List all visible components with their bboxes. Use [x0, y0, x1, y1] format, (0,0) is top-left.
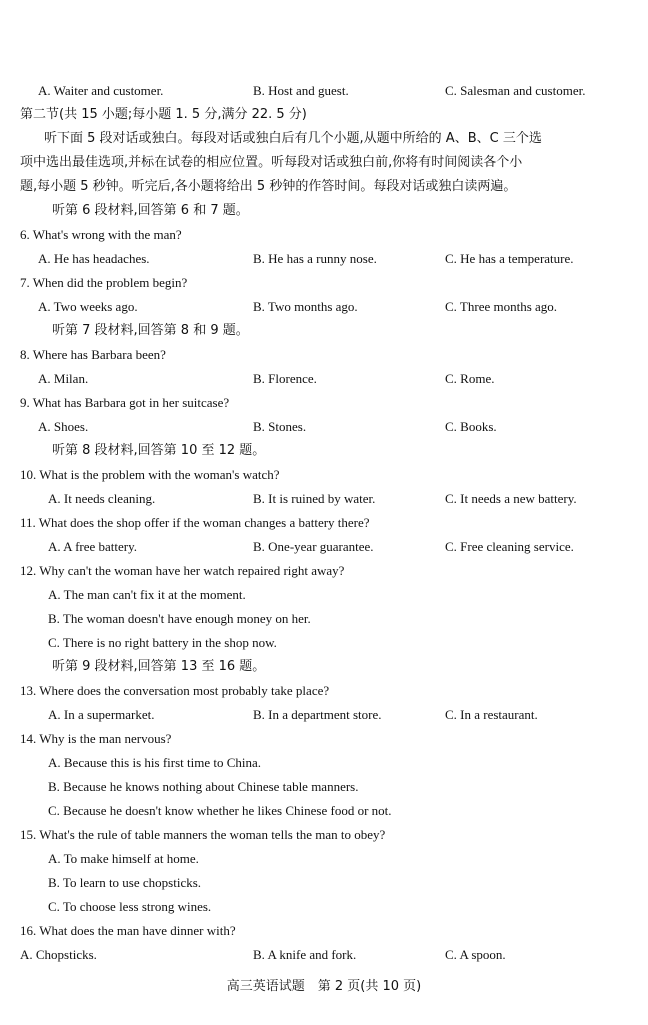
page-footer: [0, 976, 648, 998]
option-c: C. It needs a new battery.: [445, 491, 577, 506]
option-b: B. A knife and fork.: [253, 947, 357, 962]
question-stem: 14. Why is the man nervous?: [20, 731, 172, 746]
option-b: B. In a department store.: [253, 707, 382, 722]
question-10-options: [0, 488, 648, 510]
question-13: [0, 680, 648, 702]
material-7-note: 听第 7 段材料,回答第 8 和 9 题。: [52, 323, 249, 338]
material-9-note: 听第 9 段材料,回答第 13 至 16 题。: [52, 659, 266, 674]
option-b: B. Two months ago.: [253, 299, 358, 314]
question-15-option-b-row: [0, 872, 648, 894]
option-c: C. To choose less strong wines.: [48, 899, 212, 914]
question-8-options: [0, 368, 648, 390]
option-b: B. He has a runny nose.: [253, 251, 377, 266]
question-15-option-a-row: [0, 848, 648, 870]
q5-option-a: A. Waiter and customer.: [38, 83, 164, 98]
question-stem: 16. What does the man have dinner with?: [20, 923, 236, 938]
question-14-option-c-row: [0, 800, 648, 822]
option-c: C. Books.: [445, 419, 497, 434]
question-11-options: [0, 536, 648, 558]
instructions-line-3: 题,每小题 5 秒钟。听完后,各小题将给出 5 秒钟的作答时间。每段对话或独白读两遍。: [20, 179, 517, 194]
option-b: B. Because he knows nothing about Chinese table manners.: [48, 779, 359, 794]
option-a: A. Milan.: [38, 371, 89, 386]
section2-heading: 第二节(共 15 小题;每小题 1. 5 分,满分 22. 5 分): [20, 107, 307, 122]
question-14: [0, 728, 648, 750]
question-10: [0, 464, 648, 486]
question-stem: 13. Where does the conversation most probably take place?: [20, 683, 330, 698]
material-6-note: 听第 6 段材料,回答第 6 和 7 题。: [52, 203, 249, 218]
option-c: C. A spoon.: [445, 947, 506, 962]
question-stem: 9. What has Barbara got in her suitcase?: [20, 395, 230, 410]
question-14-option-a-row: [0, 752, 648, 774]
option-a: A. It needs cleaning.: [48, 491, 156, 506]
option-a: A. A free battery.: [48, 539, 138, 554]
instructions-line-2: 项中选出最佳选项,并标在试卷的相应位置。听每段对话或独白前,你将有时间阅读各个小: [20, 155, 523, 170]
instructions-line-1: 听下面 5 段对话或独白。每段对话或独白后有几个小题,从题中所给的 A、B、C 三个选: [44, 131, 542, 146]
question-9-options: [0, 416, 648, 438]
section-heading: [0, 104, 648, 126]
option-a: A. To make himself at home.: [48, 851, 199, 866]
option-b: B. It is ruined by water.: [253, 491, 376, 506]
question-15: [0, 824, 648, 846]
option-b: B. One-year guarantee.: [253, 539, 374, 554]
option-b: B. To learn to use chopsticks.: [48, 875, 202, 890]
question-7-options: [0, 296, 648, 318]
question-stem: 8. Where has Barbara been?: [20, 347, 166, 362]
question-8: [0, 344, 648, 366]
question-16-options: [0, 944, 648, 966]
option-c: C. Because he doesn't know whether he likes Chinese food or not.: [48, 803, 392, 818]
option-c: C. Free cleaning service.: [445, 539, 574, 554]
option-c: C. Rome.: [445, 371, 495, 386]
question-12: [0, 560, 648, 582]
question-14-option-b-row: [0, 776, 648, 798]
question-stem: 7. When did the problem begin?: [20, 275, 188, 290]
option-a: A. In a supermarket.: [48, 707, 155, 722]
question-stem: 10. What is the problem with the woman's watch?: [20, 467, 280, 482]
option-c: C. He has a temperature.: [445, 251, 574, 266]
question-7: [0, 272, 648, 294]
question-stem: 6. What's wrong with the man?: [20, 227, 182, 242]
question-6: [0, 224, 648, 246]
question-16: [0, 920, 648, 942]
option-a: A. Two weeks ago.: [38, 299, 138, 314]
question-12-option-a-row: [0, 584, 648, 606]
question-11: [0, 512, 648, 534]
option-c: C. Three months ago.: [445, 299, 558, 314]
question-stem: 11. What does the shop offer if the woman changes a battery there?: [20, 515, 370, 530]
question-12-option-c-row: [0, 632, 648, 654]
q5-options-row: [0, 80, 648, 102]
q5-option-c: C. Salesman and customer.: [445, 83, 586, 98]
q5-option-b: B. Host and guest.: [253, 83, 349, 98]
option-b: B. Florence.: [253, 371, 317, 386]
option-c: C. In a restaurant.: [445, 707, 538, 722]
page-number: 高三英语试题 第 2 页(共 10 页): [226, 979, 422, 994]
question-stem: 15. What's the rule of table manners the woman tells the man to obey?: [20, 827, 386, 842]
question-12-option-b-row: [0, 608, 648, 630]
option-c: C. There is no right battery in the shop now.: [48, 635, 277, 650]
option-a: A. The man can't fix it at the moment.: [48, 587, 246, 602]
option-a: A. Chopsticks.: [20, 947, 97, 962]
option-a: A. He has headaches.: [38, 251, 150, 266]
question-6-options: [0, 248, 648, 270]
question-15-option-c-row: [0, 896, 648, 918]
option-b: B. Stones.: [253, 419, 307, 434]
question-stem: 12. Why can't the woman have her watch repaired right away?: [20, 563, 345, 578]
material-8-note: 听第 8 段材料,回答第 10 至 12 题。: [52, 443, 266, 458]
question-13-options: [0, 704, 648, 726]
option-a: A. Shoes.: [38, 419, 89, 434]
option-b: B. The woman doesn't have enough money on her.: [48, 611, 311, 626]
option-a: A. Because this is his first time to China.: [48, 755, 262, 770]
question-9: [0, 392, 648, 414]
